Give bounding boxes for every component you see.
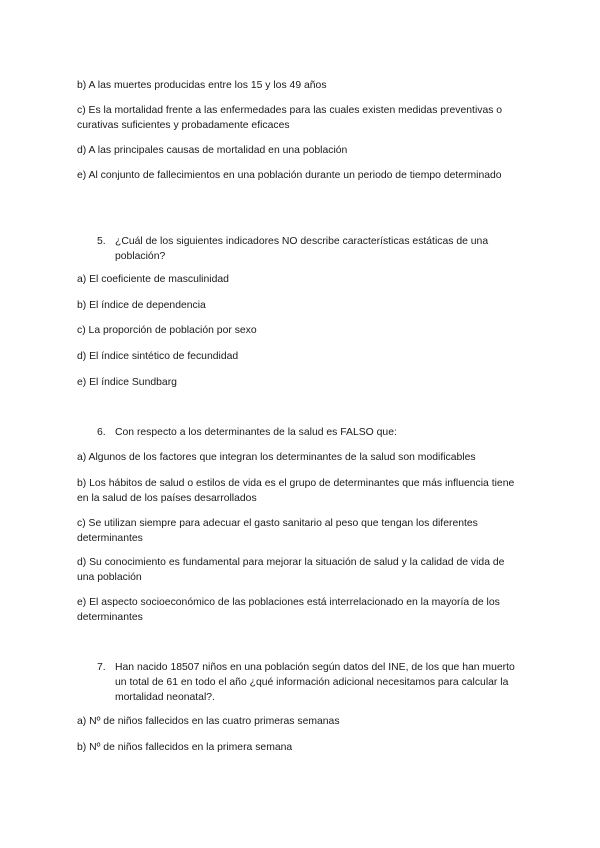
question-5 xyxy=(97,234,527,264)
option-a: a) Nº de niños fallecidos en las cuatro primeras semanas xyxy=(77,716,340,727)
option-c: c) La proporción de población por sexo xyxy=(77,325,257,336)
question-text: Han nacido 18507 niños en una población según datos del INE, de los que han muerto un total de 61 en todo el año ¿qué información adicional necesitamos para calcular la mortalidad neonatal?. xyxy=(115,662,515,703)
option-e: e) Al conjunto de fallecimientos en una población durante un periodo de tiempo determinado xyxy=(77,170,502,181)
option-b: b) Los hábitos de salud o estilos de vida es el grupo de determinantes que más influencia tiene en la salud de los países desarrollados xyxy=(77,478,515,504)
question-number: 5. xyxy=(97,236,106,247)
option-a: a) El coeficiente de masculinidad xyxy=(77,274,229,285)
option-b: b) Nº de niños fallecidos en la primera semana xyxy=(77,742,293,753)
option-c: c) Se utilizan siempre para adecuar el gasto sanitario al peso que tengan los diferentes determinantes xyxy=(77,518,478,544)
option-d: d) Su conocimiento es fundamental para mejorar la situación de salud y la calidad de vida de una población xyxy=(77,557,505,583)
question-number: 7. xyxy=(97,662,106,673)
question-6 xyxy=(97,425,527,440)
question-text: ¿Cuál de los siguientes indicadores NO describe características estáticas de una población? xyxy=(115,236,489,262)
option-b: b) El índice de dependencia xyxy=(77,300,206,311)
option-e: e) El aspecto socioeconómico de las poblaciones está interrelacionado en la mayoría de los determinantes xyxy=(77,597,500,623)
option-a: a) Algunos de los factores que integran los determinantes de la salud son modificables xyxy=(77,452,476,463)
question-number: 6. xyxy=(97,427,106,438)
option-e: e) El índice Sundbarg xyxy=(77,377,177,388)
option-b: b) A las muertes producidas entre los 15 y los 49 años xyxy=(77,80,327,91)
option-d: d) A las principales causas de mortalidad en una población xyxy=(77,145,348,156)
option-c: c) Es la mortalidad frente a las enfermedades para las cuales existen medidas preventivas o curativas suficientes y probadamente eficaces xyxy=(77,105,503,131)
question-text: Con respecto a los determinantes de la salud es FALSO que: xyxy=(115,427,397,438)
option-d: d) El índice sintético de fecundidad xyxy=(77,351,239,362)
question-7 xyxy=(97,660,527,705)
